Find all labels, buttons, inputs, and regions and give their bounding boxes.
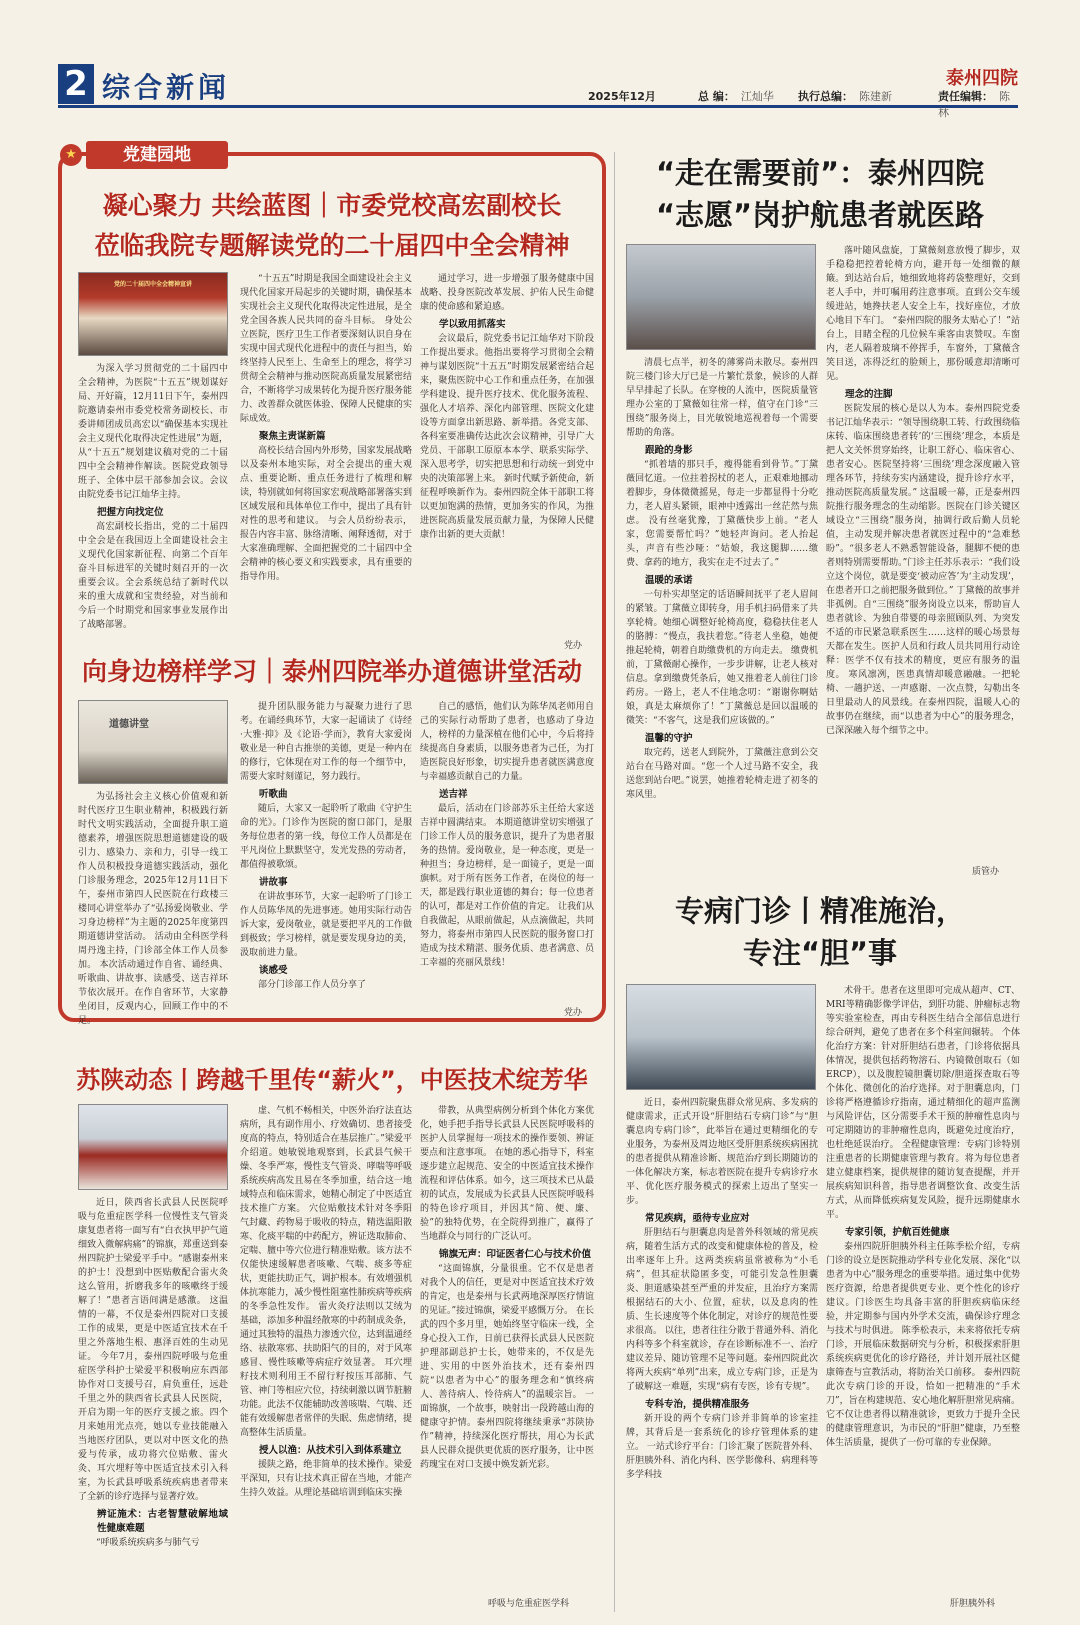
responsible-editor: 责任编辑： 陈林	[938, 90, 1010, 119]
article5-column-2: 术骨干。患者在这里即可完成从超声、CT、MRI等精确影像学评估，到肝功能、肿瘤标志物等实验室检查，再由专科医生结合全部信息进行综合研判，避免了患者在多个科室间辗转。 个体化治疗方案：针对肝胆结石患者，门诊将依据具体情况，提供包括药物溶石、内镜微创取石（如ERCP），以及腹腔镜胆囊切除/胆道探查取石等个体化、微创化的治疗选择。对于胆囊息肉，门诊将严格遵循诊疗指南，通过精细化的超声监测与风险评估，区分需要手术干预的肿瘤性息肉与可定期随访的非肿瘤性息肉，既避免过度治疗，也杜绝延误治疗。 全程健康管理：专病门诊特别注重患者的长期健康管理与教育。将为每位患者建立健康档案，提供规律的随访复查提醒，并开展疾病知识科普，指导患者调整饮食、改变生活方式，从而降低疾病复发风险，提升远期健康水平。 专家引领，护航百姓健康 泰州四院肝胆胰外科主任陈季松介绍，专病门诊的设立是医院推动学科专业化发展、深化“以患者为中心”服务理念的重要举措。通过集中优势医疗资源，给患者提供更专业、更个性化的诊疗建议。门诊医生均具备丰富的肝胆疾病临床经验，并定期参与国内外学术交流，确保诊疗理念与技术与时俱进。 陈季松表示，未来将依托专病门诊，开展临床数据研究与分析，积极探索肝胆系统疾病更优化的诊疗路径，并计划开展社区健康筛查与宣教活动，将防治关口前移。 泰州四院此次专病门诊的开设，恰如一把精准的“手术刀”，旨在构建规范、安心地化解肝胆常见病痛。它不仅让患者得以精准就诊，更致力于提升全民的健康管理意识，为市民的“肝胆”健康，乃至整体生活质量，提供了一份可靠的专业保障。	[826, 986, 1020, 1448]
article3-column-1: 近日，陕西省长武县人民医院呼吸与危重症医学科一位慢性支气管炎康复患者将一面写有“白衣执甲护气道 细致入微解病痛”的锦旗，郑重送到泰州四院护士梁爱平手中。“感谢泰州来的护士！没想到中医贴敷配合雷火灸这么管用，折磨我多年的咳嗽终于缓解了！”患者言语间满是感激。 这温情的一幕，不仅是泰州四院对口支援工作的成果，更是中医适宜技术在千里之外落地生根、惠泽百姓的生动见证。 今年7月，泰州四院呼吸与危重症医学科护士梁爱平积极响应东西部协作对口支援号召，肩负重任，远赴千里之外的陕西省长武县人民医院，开启为期一年的医疗支援之旅。四个月来她用光点亮，她以专业技能融入当地医疗团队，更以对中医文化的热爱与传承，成功将穴位贴敷、雷火灸、耳穴埋籽等中医适宜技术引入科室，为长武县呼吸系统疾病患者带来了全新的诊疗选择与显著疗效。 辨证施术：古老智慧破解地域性健康难题 “呼吸系统疾病多与肺气亏	[78, 1198, 228, 1548]
article4-photo	[626, 244, 816, 350]
column-divider	[614, 152, 615, 1612]
article1-byline: 党办	[564, 641, 583, 651]
article2-photo: 道德讲堂	[78, 700, 228, 784]
newspaper-logo: 泰州四院	[946, 68, 1018, 89]
party-emblem-icon: ★	[60, 144, 82, 166]
article1-photo: 党的二十届四中全会精神宣讲	[78, 272, 228, 356]
article4-column-2: 落叶随风盘旋，丁黛薇刻意放慢了脚步，双手稳稳把控着轮椅方向，避开每一处细微的颠簸。到达站台后，她细致地将药袋整理好，交到老人手中，并叮嘱用药注意事项。直到公交车缓缓进站，她搀扶老人安全上车，找好座位，才放心地目下车门。 “泰州四院的服务太贴心了！”站台上，目睹全程的几位候车乘客由衷赞叹。车窗内，老人隔着玻璃不停挥手，车窗外，丁黛薇含笑目送，冻得泛红的脸颊上，那份暖意却清晰可见。 理念的注脚 医院发展的核心是以人为本。泰州四院党委书记江灿华表示：“领导围绕职工转、行政围绕临床转、临床围绕患者转’的‘三围绕’理念，本质是把人文关怀贯穿始终，让职工舒心、临床省心、患者安心。医院坚持将‘三围绕’理念深度融入管理各环节，持续夯实内涵建设，提升诊疗水平，推动医院高质量发展。” 这温暖一幕，正是泰州四院推行服务理念的生动缩影。医院在门诊关键区域设立“三围绕”服务岗，抽调行政后勤人员轮值，主动发现并解决患者就医过程中的“急难愁盼”。“很多老人不熟悉智能设备，腿脚不便的患者则特别需要帮助。”门诊主任苏乐表示：“我们设立这个岗位，就是要变‘被动应答’为‘主动发现’，在患者开口之前把服务做到位。” 丁黛薇的故事并非孤例。自“三围绕”服务岗设立以来，帮助盲人患者就诊、为独自带婴的母亲照顾队列、为突发不适的市民紧急联系医生……这样的暖心场景每天都在发生。医护人员和行政人员共同用行动诠释：医学不仅有技术的精度，更应有服务的温度。 寒风凛冽，医患真情却暖意融融。一把轮椅、一趟护送、一声感谢、一次点赞，勾勒出冬日里最动人的风景线。在泰州四院，温暖人心的故事仍在继续，而“以患者为中心”的服务理念，已深深融入每个细节之中。	[826, 246, 1020, 736]
article2-column-2: 提升团队服务能力与凝聚力进行了思考。在诵经典环节，大家一起诵读了《诗经·大雅·抑》及《论语·学而》，教育大家爱岗敬业是一种自古推崇的美德，更是一种内在的修行，它体现在对工作的每一个细节中，需要大家时刻谨记，努力践行。 听歌曲 随后，大家又一起聆听了歌曲《守护生命的光》。门诊作为医院的窗口部门，是服务每位患者的第一线，每位工作人员都是在平凡岗位上默默坚守，发光发热的劳动者，都值得被歌颂。 讲故事 在讲故事环节，大家一起聆听了门诊工作人员陈华凤的先进事迹。她用实际行动告诉大家，爱岗敬业，就是要把平凡的工作做到极致；学习榜样，就是要发现身边的美，汲取前进力量。 谈感受 部分门诊部工作人员分享了	[240, 702, 412, 990]
article2-column-1: 为弘扬社会主义核心价值观和新时代医疗卫生职业精神，积极践行新时代文明实践活动，全面提升职工道德素养，增强医院思想道德建设的吸引力、感染力、亲和力，引导一线工作人员积极投身道德实践活动，强化门诊服务理念，2025年12月11日下午，泰州市第四人民医院在行政楼三楼同心讲堂举办了“弘扬爱岗敬业、学习身边榜样”为主题的2025年度第四期道德讲堂活动。 活动由全科医学科周丹逸主持，门诊部全体工作人员参加。 本次活动通过作自省、诵经典、听歌曲、讲故事、读感受、送吉祥环节依次展开。在作自省环节，大家静坐闭目，反观内心，回顾工作中的不足。	[78, 792, 228, 1026]
article5-byline: 肝胆胰外科	[950, 1599, 996, 1609]
article3-photo	[78, 1104, 228, 1190]
article4-byline: 质管办	[972, 867, 1000, 877]
executive-editor: 执行总编： 陈建新	[798, 90, 892, 103]
article5-photo	[626, 984, 816, 1090]
article1-column-3: 通过学习，进一步增强了服务健康中国战略、投身医院改革发展、护佑人民生命健康的使命感和紧迫感。 学以致用抓落实 会议最后，院党委书记江灿华对下阶段工作提出要求。他指出要将学习贯彻全会精神与谋划医院“十五五”时期发展紧密结合起来，聚焦医院中心工作和重点任务，在加强学科建设、提升医疗技术、优化服务流程、强化人才培养、深化内部管理、医院文化建设等方面拿出新思路、新举措。各党支部、各科室要准确传达此次会议精神，引导广大党员、干部职工原原本本学、联系实际学、深入思考学，切实把思想和行动统一到党中央的决策部署上来。 新时代赋予新使命，新征程呼唤新作为。泰州四院全体干部职工将以更加饱满的热情，更加务实的作风，为推进医院高质量发展贡献力量，为保障人民健康作出新的更大贡献！	[420, 274, 594, 540]
article3-column-3: 带教，从典型病例分析到个体化方案优化，她手把手指导长武县人民医院呼吸科的医护人员掌握每一项技术的操作要领、辨证要点和注意事项。 在她的悉心指导下，科室逐步建立起规范、安全的中医适宜技术操作流程和评估体系。如今，这三项技术已从最初的试点，发展成为长武县人民医院呼吸科的特色诊疗项目，并因其“简、便、廉、验”的独特优势，在全院得到推广，赢得了当地群众与同行的广泛认可。 锦旗无声：印证医者仁心与技术价值 “这面锦旗，分量很重。它不仅是患者对我个人的信任，更是对中医适宜技术疗效的肯定，也是泰州与长武两地深厚医疗情谊的见证。”接过锦旗，梁爱平感慨万分。 在长武的四个多月里，她始终坚守临床一线，全身心投入工作，日前已获得长武县人民医院护理部副总护士长，她带来的，不仅是先进、实用的中医外治技术，还有泰州四院“以患者为中心”的服务理念和“慎终病人、善待病人、怜待病人”的温暖宗旨。 一面锦旗，一个故事，映射出一段跨越山海的健康守护情。泰州四院将继续秉承“苏陕协作”精神，持续深化医疗帮扶，用心为长武县人民群众提供更优质的医疗服务，让中医药瑰宝在对口支援中焕发新光彩。	[420, 1106, 594, 1470]
issue-date: 2025年12月	[588, 90, 656, 103]
article2-byline: 党办	[564, 1008, 583, 1018]
article1-title: 凝心聚力 共绘蓝图｜市委党校高宏副校长 莅临我院专题解读党的二十届四中全会精神	[94, 191, 570, 260]
article5-column-1: 近日，泰州四院聚焦群众常见病、多发病的健康需求，正式开设“肝胆结石专病门诊”与“胆囊息肉专病门诊”，此举旨在通过更精细化的专业服务，为泰州及周边地区受肝胆系统疾病困扰的患者提供从精准诊断、规范治疗到长期随访的一体化解决方案，标志着医院在提升专病诊疗水平、优化医疗服务模式的探索上迈出了坚实一步。 常见疾病，亟待专业应对 肝胆结石与胆囊息肉是普外科领域的常见疾病，随着生活方式的改变和健康体检的普及，检出率逐年上升。这两类疾病虽常被称为“小毛病”，但其症状隐匿多变，可能引发急性胆囊炎、胆道感染甚至严重的并发症，且治疗方案需根据结石的大小、位置，症状，以及息肉的性质、生长速度等个体化制定，对诊疗的规范性要求很高。 以往，患者往往分散于普通外科、消化内科等多个科室就诊，存在诊断标准不一、治疗建议差异、随访管理不足等问题。泰州四院此次将两大疾病“单列”出来，成立专病门诊，正是为了破解这一难题，实现“病有专医，诊有专规”。 专科专治，提供精准服务 新开设的两个专病门诊并非简单的诊室挂牌，其背后是一套系统化的诊疗管理体系的建立。 一站式诊疗平台：门诊汇聚了医院普外科、肝胆胰外科、消化内科、医学影像科、病理科等多学科技	[626, 1098, 818, 1480]
article1-column-2: “十五五”时期是我国全面建设社会主义现代化国家开局起步的关键时期，确保基本实现社会主义现代化取得决定性进展，是全党全国各族人民共同的奋斗目标。 身处公立医院，医疗卫生工作者要深刻认识自身在实现中国式现代化进程中的责任与担当，始终坚持人民至上、生命至上的理念，将学习贯彻全会精神与推动医院高质量发展紧密结合，不断将学习成果转化为提升医疗服务能力、改善群众就医体验、保障人民健康的实际成效。 聚焦主责谋新篇 高校长结合国内外形势，国家发展战略以及泰州本地实际，对全会提出的重大观点、重要论断、重点任务进行了梳理和解读，特别就如何将国家宏观战略部署落实到区域发展和具体单位工作中，提出了具有针对性的思考和建议。 与会人员纷纷表示，报告内容丰富、脉络清晰、阐释透彻，对于大家准确理解、全面把握党的二十届四中全会精神的核心要义和实践要求，具有重要的指导作用。	[240, 274, 412, 582]
chief-editor: 总 编： 江灿华	[698, 90, 774, 103]
masthead	[58, 62, 1018, 119]
article1-column-1: 为深入学习贯彻党的二十届四中全会精神，为医院“十五五”规划谋好局、开好篇，12月11日下午，泰州四院邀请泰州市委党校常务副校长、市委讲师团成员高宏以“确保基本实现社会主义现代化取得决定性进展”为题，从“十五五”规划建议稿对党的二十届四中全会精神作解读。医院党政领导班子、全体中层干部参加会议。会议由院党委书记江灿华主持。 把握方向找定位 高宏副校长指出，党的二十届四中全会是在我国迈上全面建设社会主义现代化国家新征程、向第二个百年奋斗目标进军的关键时刻召开的一次重要会议。全会系统总结了新时代以来的重大成就和宝贵经验，对当前和今后一个时期党和国家事业发展作出了战略部署。	[78, 364, 228, 630]
article2-title: 向身边榜样学习｜泰州四院举办道德讲堂活动	[81, 657, 582, 686]
article4-title: “走在需要前”：泰州四院 “志愿”岗护航患者就医路	[655, 156, 985, 232]
article5-title: 专病门诊丨精准施治， 专注“胆”事	[674, 894, 965, 970]
party-section-tab: 党建园地	[86, 141, 228, 169]
section-title: 综合新闻	[102, 71, 231, 104]
page-number: 2	[58, 64, 94, 104]
article2-column-3: 自己的感悟，他们认为陈华凤老师用自己的实际行动帮助了患者，也感动了身边人，榜样的力量深植在他们心中，今后将持续提高自身素质，以服务患者为己任，为打造医院良好形象，切实提升患者就医满意度与幸福感贡献自己的力量。 送吉祥 最后，活动在门诊部苏乐主任给大家送吉祥中圆满结束。 本期道德讲堂切实增强了门诊工作人员的服务意识，提升了为患者服务的热情。爱岗敬业，是一种态度，更是一种担当；身边榜样，是一面镜子，更是一面旗帜。对于所有医务工作者，在岗位的每一天，都是践行职业道德的舞台；每一位患者的认可，都是对工作价值的肯定。 让我们从自我做起，从眼前做起，从点滴做起，共同努力，将泰州市第四人民医院的服务窗口打造成为技术精湛、服务优质、患者满意、员工幸福的亮丽风景线！	[420, 702, 594, 968]
article3-title: 苏陕动态丨跨越千里传“薪火”，中医技术绽芳华	[76, 1066, 588, 1094]
article4-column-1: 清晨七点半，初冬的薄雾尚未散尽。泰州四院三楼门诊大厅已是一片繁忙景象，候诊的人群早早排起了长队。在穿梭的人流中，医院质量管理办公室的丁黛薇如往常一样，值守在门诊“三围绕”服务岗上，目光敏锐地巡视着每一个需要帮助的角落。 跟跄的身影 “抓着墙的那只手，瘦得能看到骨节。”丁黛薇回忆道。一位拄着拐杖的老人，正艰难地挪动着脚步，身体微微摇晃，每走一步都显得十分吃力，老人眉头紧锁，眼神中透露出一丝茫然与焦虑。 没有丝毫犹豫，丁黛薇快步上前。“老人家，您需要帮忙吗？”她轻声询问。老人抬起头，声音有些沙哑：“姑娘，我这腿脚……缴费、拿药的地方，我实在走不过去了。” 温暖的承诺 一句朴实却坚定的话语瞬间抚平了老人眉间的紧皱。丁黛薇立即转身，用手机扫码借来了共享轮椅。她细心调整好轮椅高度，稳稳扶住老人的胳膊：“慢点，我扶着您。”待老人坐稳，她便推起轮椅，朝着自助缴费机的方向走去。 缴费机前，丁黛薇耐心操作，一步步讲解，让老人核对信息。拿到缴费凭条后，她又推着老人前往门诊药房。一路上，老人不住地念叨：“谢谢你啊姑娘，真是太麻烦你了！”丁黛薇总是回以温暖的微笑：“不客气，这是我们应该做的。” 温馨的守护 取完药，送老人到院外，丁黛薇注意到公交站台在马路对面。“您一个人过马路不安全，我送您到站台吧。”说罢，她推着轮椅走进了初冬的寒风里。	[626, 358, 818, 800]
article3-byline: 呼吸与危重症医学科	[488, 1599, 570, 1609]
article3-column-2: 虚、气机不畅相关，中医外治疗法直达病所，具有副作用小、疗效确切、患者接受度高的特点，特别适合在基层推广。”梁爱平介绍道。她敏锐地观察到，长武县气候干燥、冬季严寒，慢性支气管炎、哮喘等呼吸系统疾病高发且易在冬季加重，结合这一地域特点和临床需求，她精心制定了中医适宜技术推广方案。 穴位贴敷技术针对冬季阳气封藏、药物易于吸收的特点，精选温阳散寒、化痰平喘的中药配方，辨证选取肺俞、定喘、膻中等穴位进行精准贴敷。该方法不仅能快速缓解患者咳嗽、气喘、痰多等症状，更能扶助正气，调护根本。有效增强机体抗寒能力，减少慢性阻塞性肺疾病等疾病的冬季急性发作。 雷火灸疗法则以艾绒为基础，添加多种温经散寒的中药制成灸条，通过其独特的温热力渗透穴位，达到温通经络、祛散寒邪、扶助阳气的目的，对于风寒感冒、慢性咳嗽等病症疗效显著。 耳穴埋籽技术则利用王不留行籽按压耳部肺、气管、神门等相应穴位，持续刺激以调节脏腑功能。此法不仅能辅助改善咳喘、气喘、还能有效缓解患者常伴的失眠、焦虑情绪，提高整体生活质量。 授人以渔：从技术引入到体系建立 援陕之路，绝非简单的技术操作。梁爱平深知，只有让技术真正留在当地，才能产生持久效益。从理论基础培训到临床实操	[240, 1106, 412, 1498]
